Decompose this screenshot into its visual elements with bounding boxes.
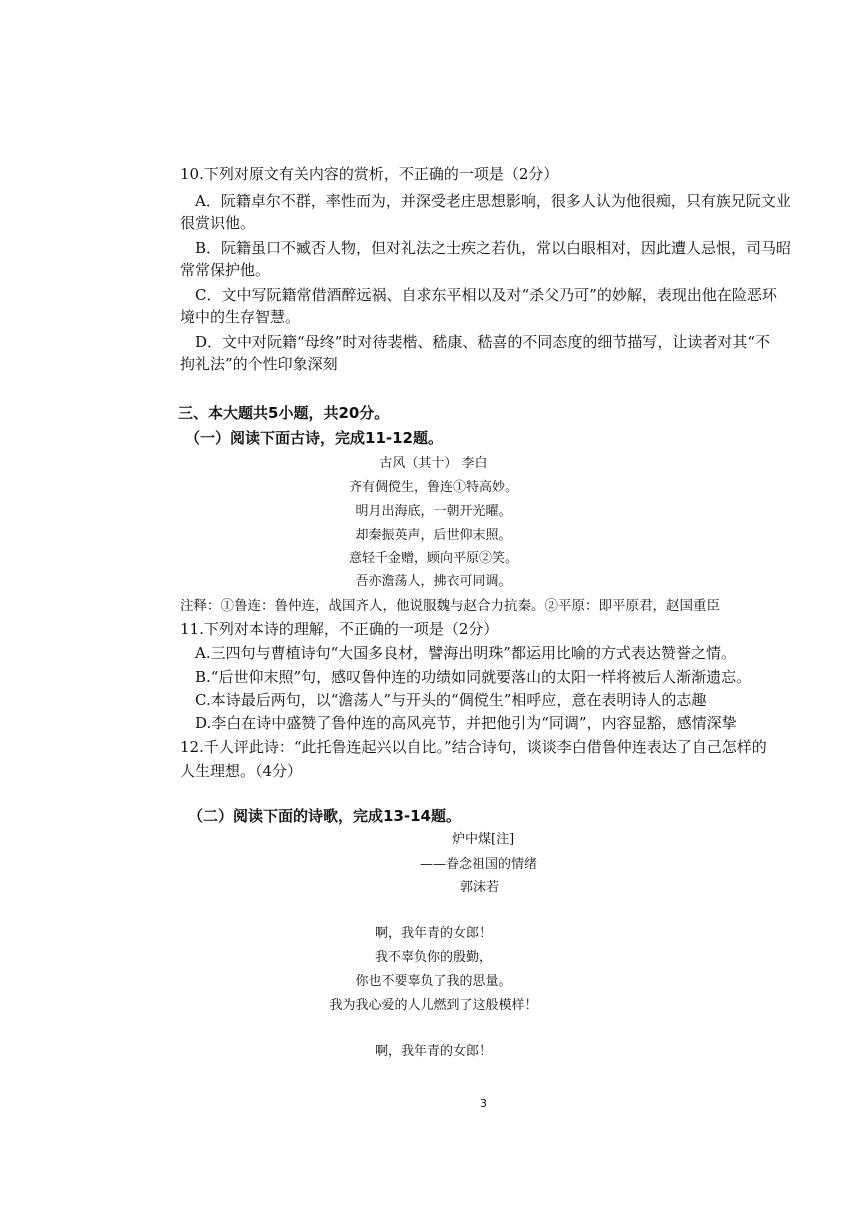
q10-option-a-line1: A．阮籍卓尔不群，率性而为，并深受老庄思想影响，很多人认为他很痴，只有族兄阮文业 xyxy=(195,192,791,210)
poem1-line: 意轻千金赠，顾向平原②笑。 xyxy=(348,551,518,566)
q11-option-b: B.“后世仰末照”句，感叹鲁仲连的功绩如同就要落山的太阳一样将被后人渐渐遗忘。 xyxy=(195,668,752,686)
poem1-line: 齐有倜傥生，鲁连①特高妙。 xyxy=(348,480,518,495)
poem2-line: 你也不要辜负了我的思量。 xyxy=(355,974,512,989)
section-heading: 三、本大题共5小题，共20分。 xyxy=(178,404,390,422)
poem2-author: 郭沫若 xyxy=(460,880,500,895)
poem2-line: 我为我心爱的人儿燃到了这般模样！ xyxy=(329,998,538,1013)
part2-heading: （二）阅读下面的诗歌，完成13-14题。 xyxy=(188,807,461,825)
q10-option-d-line2: 拘礼法”的个性印象深刻 xyxy=(180,355,338,373)
q10-option-b-line1: B．阮籍虽口不臧否人物，但对礼法之士疾之若仇，常以白眼相对，因此遭人忌恨，司马昭 xyxy=(195,239,792,257)
q11-option-c: C.本诗最后两句，以“澹荡人”与开头的“倜傥生”相呼应，意在表明诗人的志趣 xyxy=(195,691,707,709)
poem2-line: 啊，我年青的女郎！ xyxy=(374,926,492,941)
poem1-line: 明月出海底，一朝开光曜。 xyxy=(355,504,512,519)
q10-option-c-line2: 境中的生存智慧。 xyxy=(180,308,301,326)
poem1-title: 古风（其十） 李白 xyxy=(379,456,488,471)
poem2-title: 炉中煤[注] xyxy=(452,832,515,847)
q11-option-a: A.三四句与曹植诗句“大国多良材，譬海出明珠”都运用比喻的方式表达赞誉之情。 xyxy=(195,644,736,662)
part1-heading: （一）阅读下面古诗，完成11-12题。 xyxy=(185,429,443,447)
poem2-subtitle: ——眷念祖国的情绪 xyxy=(420,857,538,872)
poem1-line: 却秦振英声，后世仰末照。 xyxy=(355,528,512,543)
q12-line1: 12.千人评此诗：“此托鲁连起兴以自比。”结合诗句，谈谈李白借鲁仲连表达了自己怎样的 xyxy=(180,738,767,756)
q10-stem: 10.下列对原文有关内容的赏析，不正确的一项是（2分） xyxy=(180,165,559,183)
q10-option-d-line1: D．文中对阮籍“母终”时对待裴楷、嵇康、嵇喜的不同态度的细节描写，让读者对其“不 xyxy=(195,333,771,351)
poem1-note: 注释：①鲁连：鲁仲连，战国齐人，他说服魏与赵合力抗秦。②平原：即平原君，赵国重臣 xyxy=(180,598,720,614)
q11-option-d: D.李白在诗中盛赞了鲁仲连的高风亮节，并把他引为“同调”，内容显豁，感情深挚 xyxy=(195,714,737,732)
q10-option-b-line2: 常常保护他。 xyxy=(180,261,271,279)
poem1-line: 吾亦澹荡人，拂衣可同调。 xyxy=(355,574,512,589)
page-number: 3 xyxy=(480,1097,487,1110)
q10-option-a-line2: 很赏识他。 xyxy=(180,214,256,232)
q11-stem: 11.下列对本诗的理解，不正确的一项是（2分） xyxy=(180,620,499,638)
q12-line2: 人生理想。（4分） xyxy=(180,762,303,780)
poem2-line: 我不辜负你的殷勤， xyxy=(374,950,492,965)
q10-option-c-line1: C．文中写阮籍常借酒醉远祸、自求东平相以及对“杀父乃可”的妙解，表现出他在险恶环 xyxy=(195,286,777,304)
poem2-line: 啊，我年青的女郎！ xyxy=(374,1044,492,1059)
